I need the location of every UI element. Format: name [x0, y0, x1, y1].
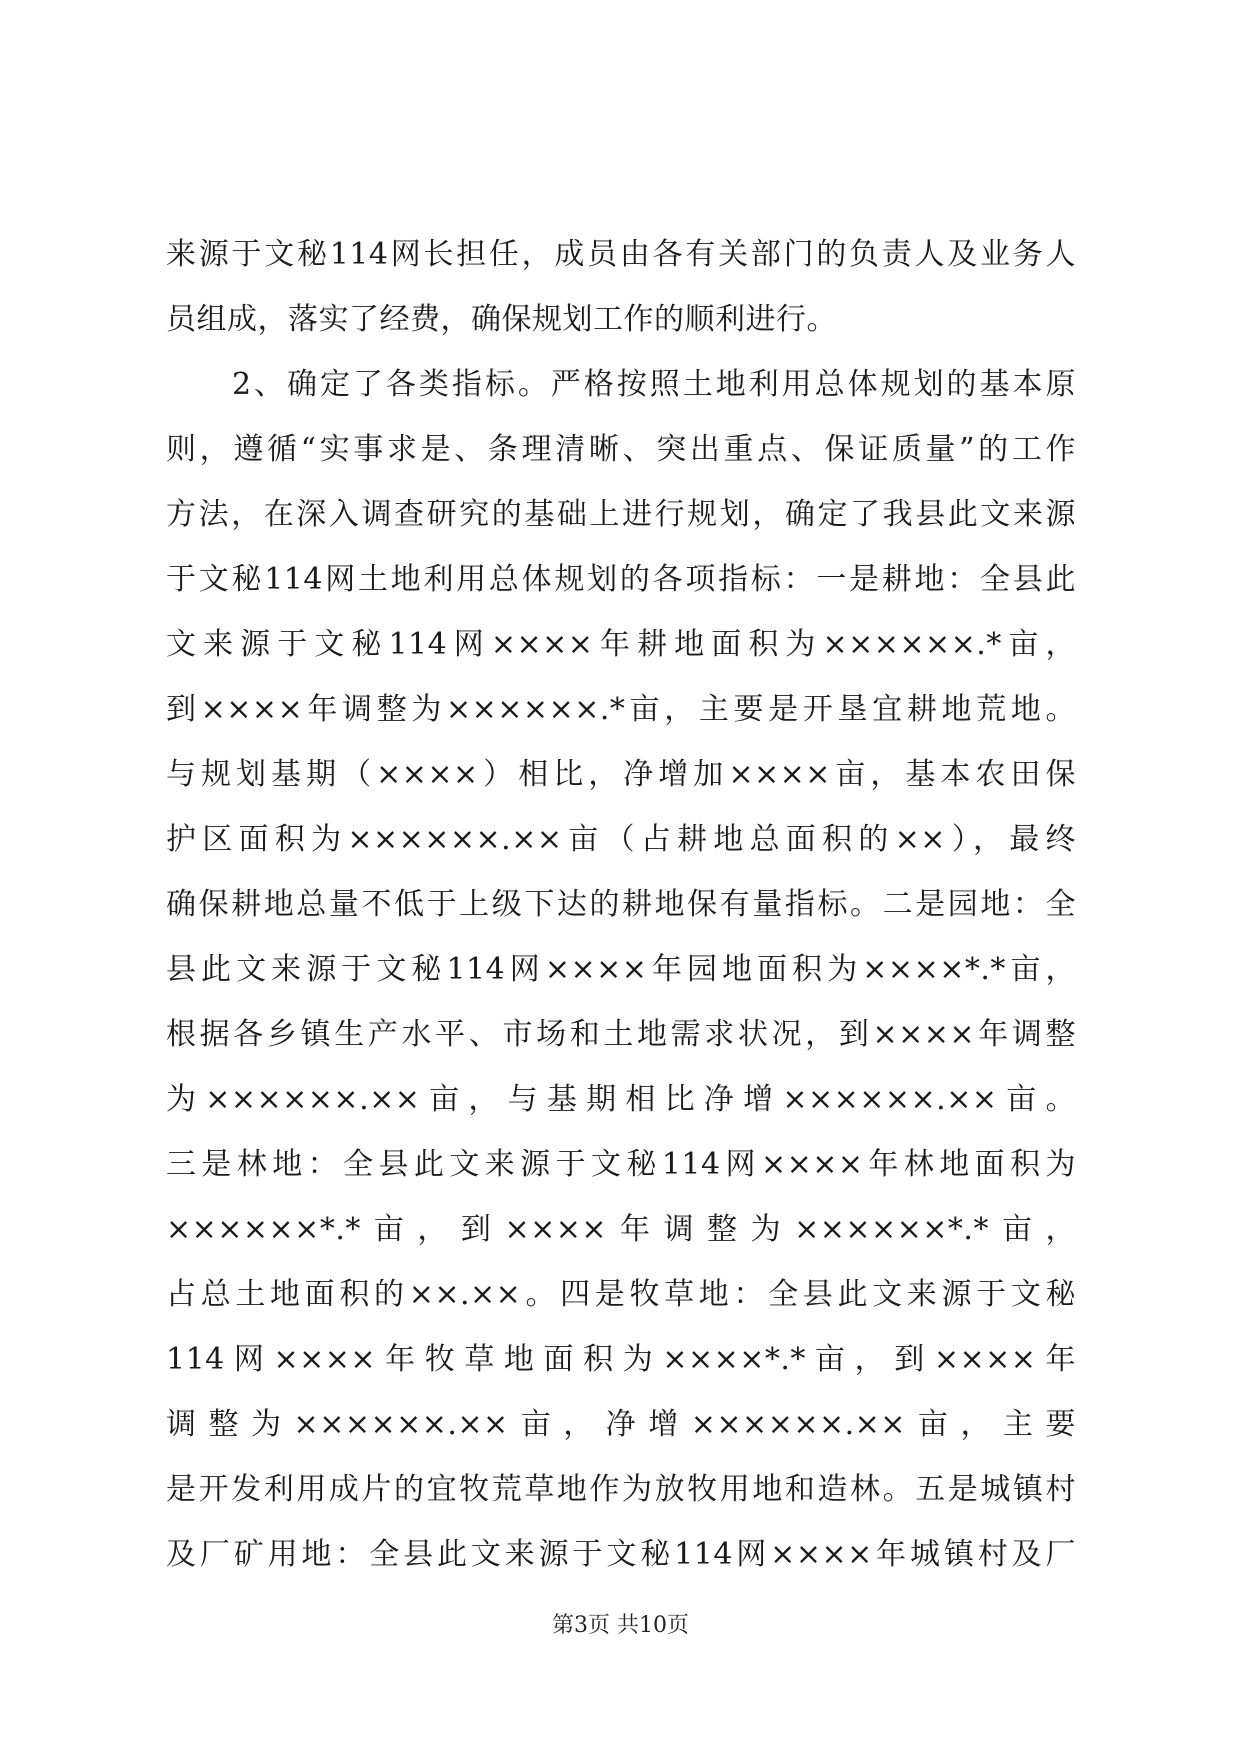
text-line: 于文秘114网土地利用总体规划的各项指标：一是耕地：全县此 [166, 562, 1076, 597]
text-line: 到××××年调整为××××××.*亩，主要是开垦宜耕地荒地。 [166, 692, 1076, 727]
text-line: ××××××*.*亩，到××××年调整为××××××*.*亩， [166, 1212, 1076, 1247]
text-line: 护区面积为××××××.××亩（占耕地总面积的××），最终 [166, 822, 1076, 857]
text-line: 及厂矿用地：全县此文来源于文秘114网××××年城镇村及厂 [166, 1537, 1076, 1572]
text-line: 调整为××××××.××亩，净增××××××.××亩，主要 [166, 1407, 1076, 1442]
text-line: 确保耕地总量不低于上级下达的耕地保有量指标。二是园地：全 [166, 887, 1076, 922]
text-line: 三是林地：全县此文来源于文秘114网××××年林地面积为 [166, 1147, 1076, 1182]
text-line: 2、确定了各类指标。严格按照土地利用总体规划的基本原 [166, 367, 1076, 402]
text-line: 来源于文秘114网长担任，成员由各有关部门的负责人及业务人 [166, 237, 1076, 272]
text-line: 县此文来源于文秘114网××××年园地面积为××××*.*亩， [166, 952, 1076, 987]
text-line: 文来源于文秘114网××××年耕地面积为××××××.*亩， [166, 627, 1076, 662]
text-line: 是开发利用成片的宜牧荒草地作为放牧用地和造林。五是城镇村 [166, 1472, 1076, 1507]
page-number-footer: 第3页 共10页 [552, 1613, 689, 1638]
text-line: 方法，在深入调查研究的基础上进行规划，确定了我县此文来源 [166, 497, 1076, 532]
text-line: 与规划基期（××××）相比，净增加××××亩，基本农田保 [166, 757, 1076, 792]
text-line: 114网××××年牧草地面积为××××*.*亩，到××××年 [166, 1342, 1076, 1377]
text-line: 为××××××.××亩，与基期相比净增××××××.××亩。 [166, 1082, 1076, 1117]
body-text [166, 222, 1076, 1587]
text-line: 根据各乡镇生产水平、市场和土地需求状况，到××××年调整 [166, 1017, 1076, 1052]
text-line: 占总土地面积的××.××。四是牧草地：全县此文来源于文秘 [166, 1277, 1076, 1312]
text-line: 员组成，落实了经费，确保规划工作的顺利进行。 [166, 302, 837, 337]
text-line: 则，遵循“实事求是、条理清晰、突出重点、保证质量”的工作 [166, 432, 1076, 467]
